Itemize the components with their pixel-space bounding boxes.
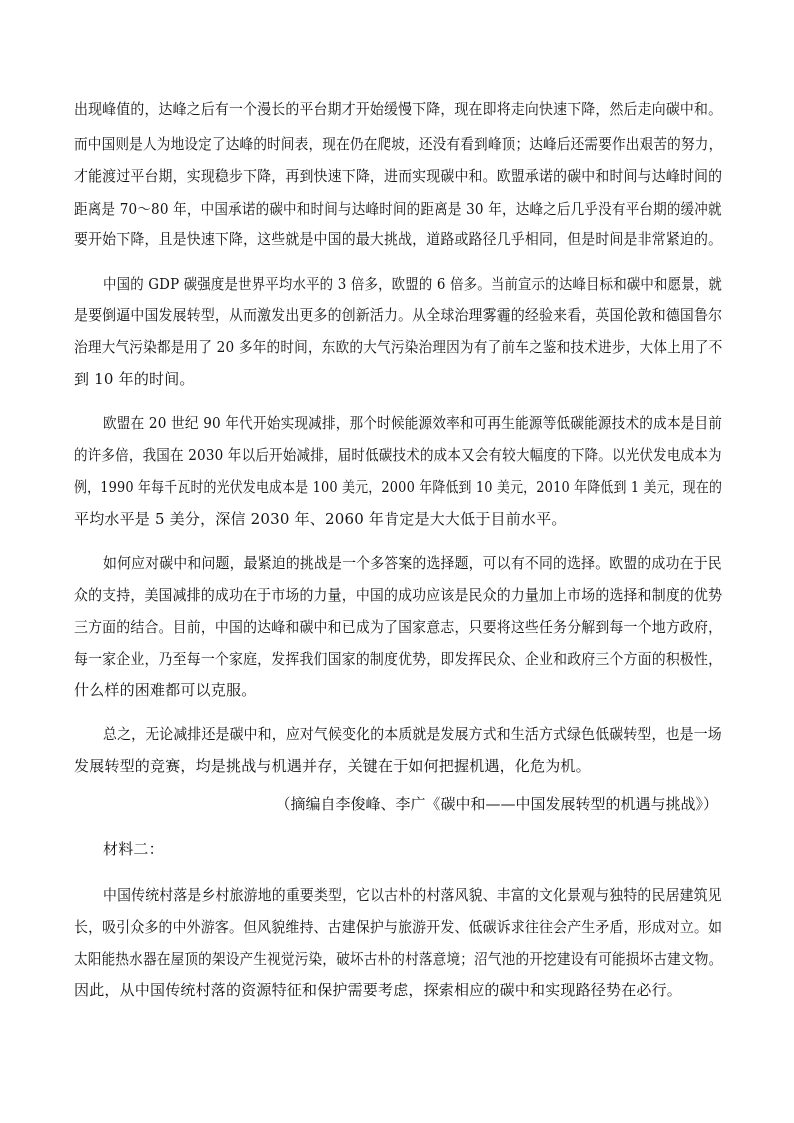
- text-line: 到 10 年的时间。: [74, 370, 195, 388]
- text-line: 治理大气污染都是用了 20 多年的时间，东欧的大气污染治理因为有了前车之鉴和技术进步，大体上用了不: [74, 338, 723, 356]
- text-line: 出现峰值的，达峰之后有一个漫长的平台期才开始缓慢下降，现在即将走向快速下降，然后走向碳中和。: [74, 100, 723, 118]
- text-line: 太阳能热水器在屋顶的架设产生视觉污染，破坏古朴的村落意境；沼气池的开挖建设有可能损坏古建文物。: [74, 950, 723, 968]
- text-line: 总之，无论减排还是碳中和，应对气候变化的本质就是发展方式和生活方式绿色低碳转型，也是一场: [103, 725, 722, 743]
- text-line: 长，吸引众多的中外游客。但风貌维持、古建保护与旅游开发、低碳诉求往往会产生矛盾，形成对立。如: [74, 918, 723, 936]
- text-line: 的许多倍，我国在 2030 年以后开始减排，届时低碳技术的成本又会有较大幅度的下降。以光伏发电成本为: [74, 446, 722, 464]
- text-line: 例，1990 年每千瓦时的光伏发电成本是 100 美元，2000 年降低到 10 美元，2010 年降低到 1 美元，现在的: [74, 478, 723, 496]
- text-line: 什么样的困难都可以克服。: [74, 681, 257, 699]
- text-line: 距离是 70～80 年，中国承诺的碳中和时间与达峰时间的距离是 30 年，达峰之后几乎没有平台期的缓冲就: [74, 200, 722, 218]
- text-line: 平均水平是 5 美分，深信 2030 年、2060 年肯定是大大低于目前水平。: [74, 510, 567, 528]
- text-line: 中国的 GDP 碳强度是世界平均水平的 3 倍多，欧盟的 6 倍多。当前宣示的达峰目标和碳中和愿景，就: [103, 275, 723, 293]
- text-line: 因此，从中国传统村落的资源特征和保护需要考虑，探索相应的碳中和实现路径势在必行。: [74, 981, 683, 999]
- text-line: 中国传统村落是乡村旅游地的重要类型，它以古朴的村落风貌、丰富的文化景观与独特的民居建筑见: [103, 886, 722, 904]
- text-line: 众的支持，美国减排的成功在于市场的力量，中国的成功应该是民众的力量加上市场的选择和制度的优势: [74, 586, 723, 604]
- text-line: 是要倒逼中国发展转型，从而激发出更多的创新活力。从全球治理雾霾的经验来看，英国伦敦和德国鲁尔: [74, 306, 723, 324]
- text-line: 而中国则是人为地设定了达峰的时间表，现在仍在爬坡，还没有看到峰顶；达峰后还需要作出艰苦的努力，: [74, 135, 723, 153]
- text-line: 要开始下降，且是快速下降，这些就是中国的最大挑战，道路或路径几乎相同，但是时间是非常紧迫的。: [74, 230, 723, 248]
- text-line: 如何应对碳中和问题，最紧迫的挑战是一个多答案的选择题，可以有不同的选择。欧盟的成功在于民: [103, 554, 722, 572]
- text-line: 每一家企业，乃至每一个家庭，发挥我们国家的制度优势，即发挥民众、企业和政府三个方面的积极性，: [74, 650, 723, 668]
- text-line: 发展转型的竞赛，均是挑战与机遇并存，关键在于如何把握机遇，化危为机。: [74, 757, 591, 775]
- source-citation: （摘编自李俊峰、李广《碳中和——中国发展转型的机遇与挑战》）: [275, 795, 718, 813]
- section-heading: 材料二：: [103, 840, 164, 858]
- text-line: 三方面的结合。目前，中国的达峰和碳中和已成为了国家意志，只要将这些任务分解到每一个地方政府，: [74, 618, 723, 636]
- text-line: 欧盟在 20 世纪 90 年代开始实现减排，那个时候能源效率和可再生能源等低碳能源技术的成本是目前: [103, 414, 723, 432]
- text-line: 才能渡过平台期，实现稳步下降，再到快速下降，进而实现碳中和。欧盟承诺的碳中和时间与达峰时间的: [74, 167, 723, 185]
